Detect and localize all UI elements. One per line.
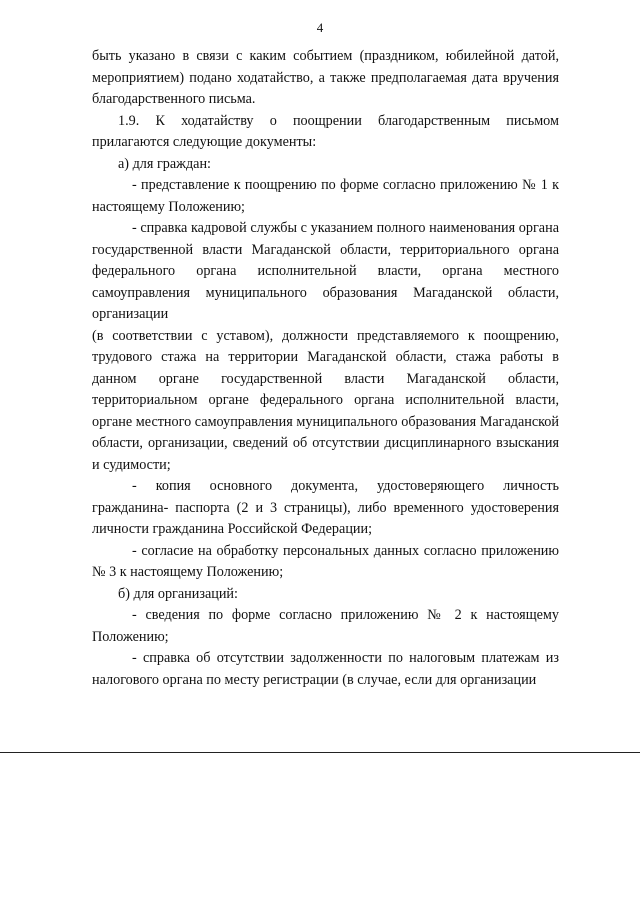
list-item-hr-certificate: - справка кадровой службы с указанием полного наименования органа государственной власти Магаданской области, территориального органа федерального органа исполнительной власти, органа местного самоуправления муниципального образования Магаданской области, организации: [92, 220, 559, 322]
list-item-org-info: - сведения по форме согласно приложению № 2 к настоящему Положению;: [92, 607, 559, 645]
list-item-tax-certificate: - справка об отсутствии задолженности по налоговым платежам из налогового органа по месту регистрации (в случае, если для организации: [92, 650, 559, 688]
paragraph-continuation: быть указано в связи с каким событием (праздником, юбилейной датой, мероприятием) подано ходатайство, а также предполагаемая дата вручения благодарственного письма.: [92, 48, 559, 107]
hr-certificate-continuation: (в соответствии с уставом), должности представляемого к поощрению, трудового стажа на территории Магаданской области, стажа работы в данном органе государственной власти Магаданской области, территориальном органе федерального органа исполнительной власти, органе местного самоуправления муниципального образования Магаданской области, организации, сведений об отсутствии дисциплинарного взыскания и судимости;: [92, 327, 559, 473]
list-item-personal-data-consent: - согласие на обработку персональных данных согласно приложению № 3 к настоящему Положению;: [92, 542, 559, 580]
subheading-citizens: а) для граждан:: [118, 155, 212, 172]
list-item-nomination: - представление к поощрению по форме согласно приложению № 1 к настоящему Положению;: [92, 177, 559, 215]
page-bottom-divider: [0, 752, 640, 753]
document-body: [92, 46, 559, 691]
paragraph-1-9: 1.9. К ходатайству о поощрении благодарственным письмом прилагаются следующие документы:: [92, 112, 559, 150]
page-number: 4: [316, 20, 324, 35]
subheading-organizations: б) для организаций:: [118, 585, 238, 602]
list-item-passport-copy: - копия основного документа, удостоверяющего личность гражданина- паспорта (2 и 3 страницы), либо временного удостоверения личности гражданина Российской Федерации;: [92, 478, 559, 537]
